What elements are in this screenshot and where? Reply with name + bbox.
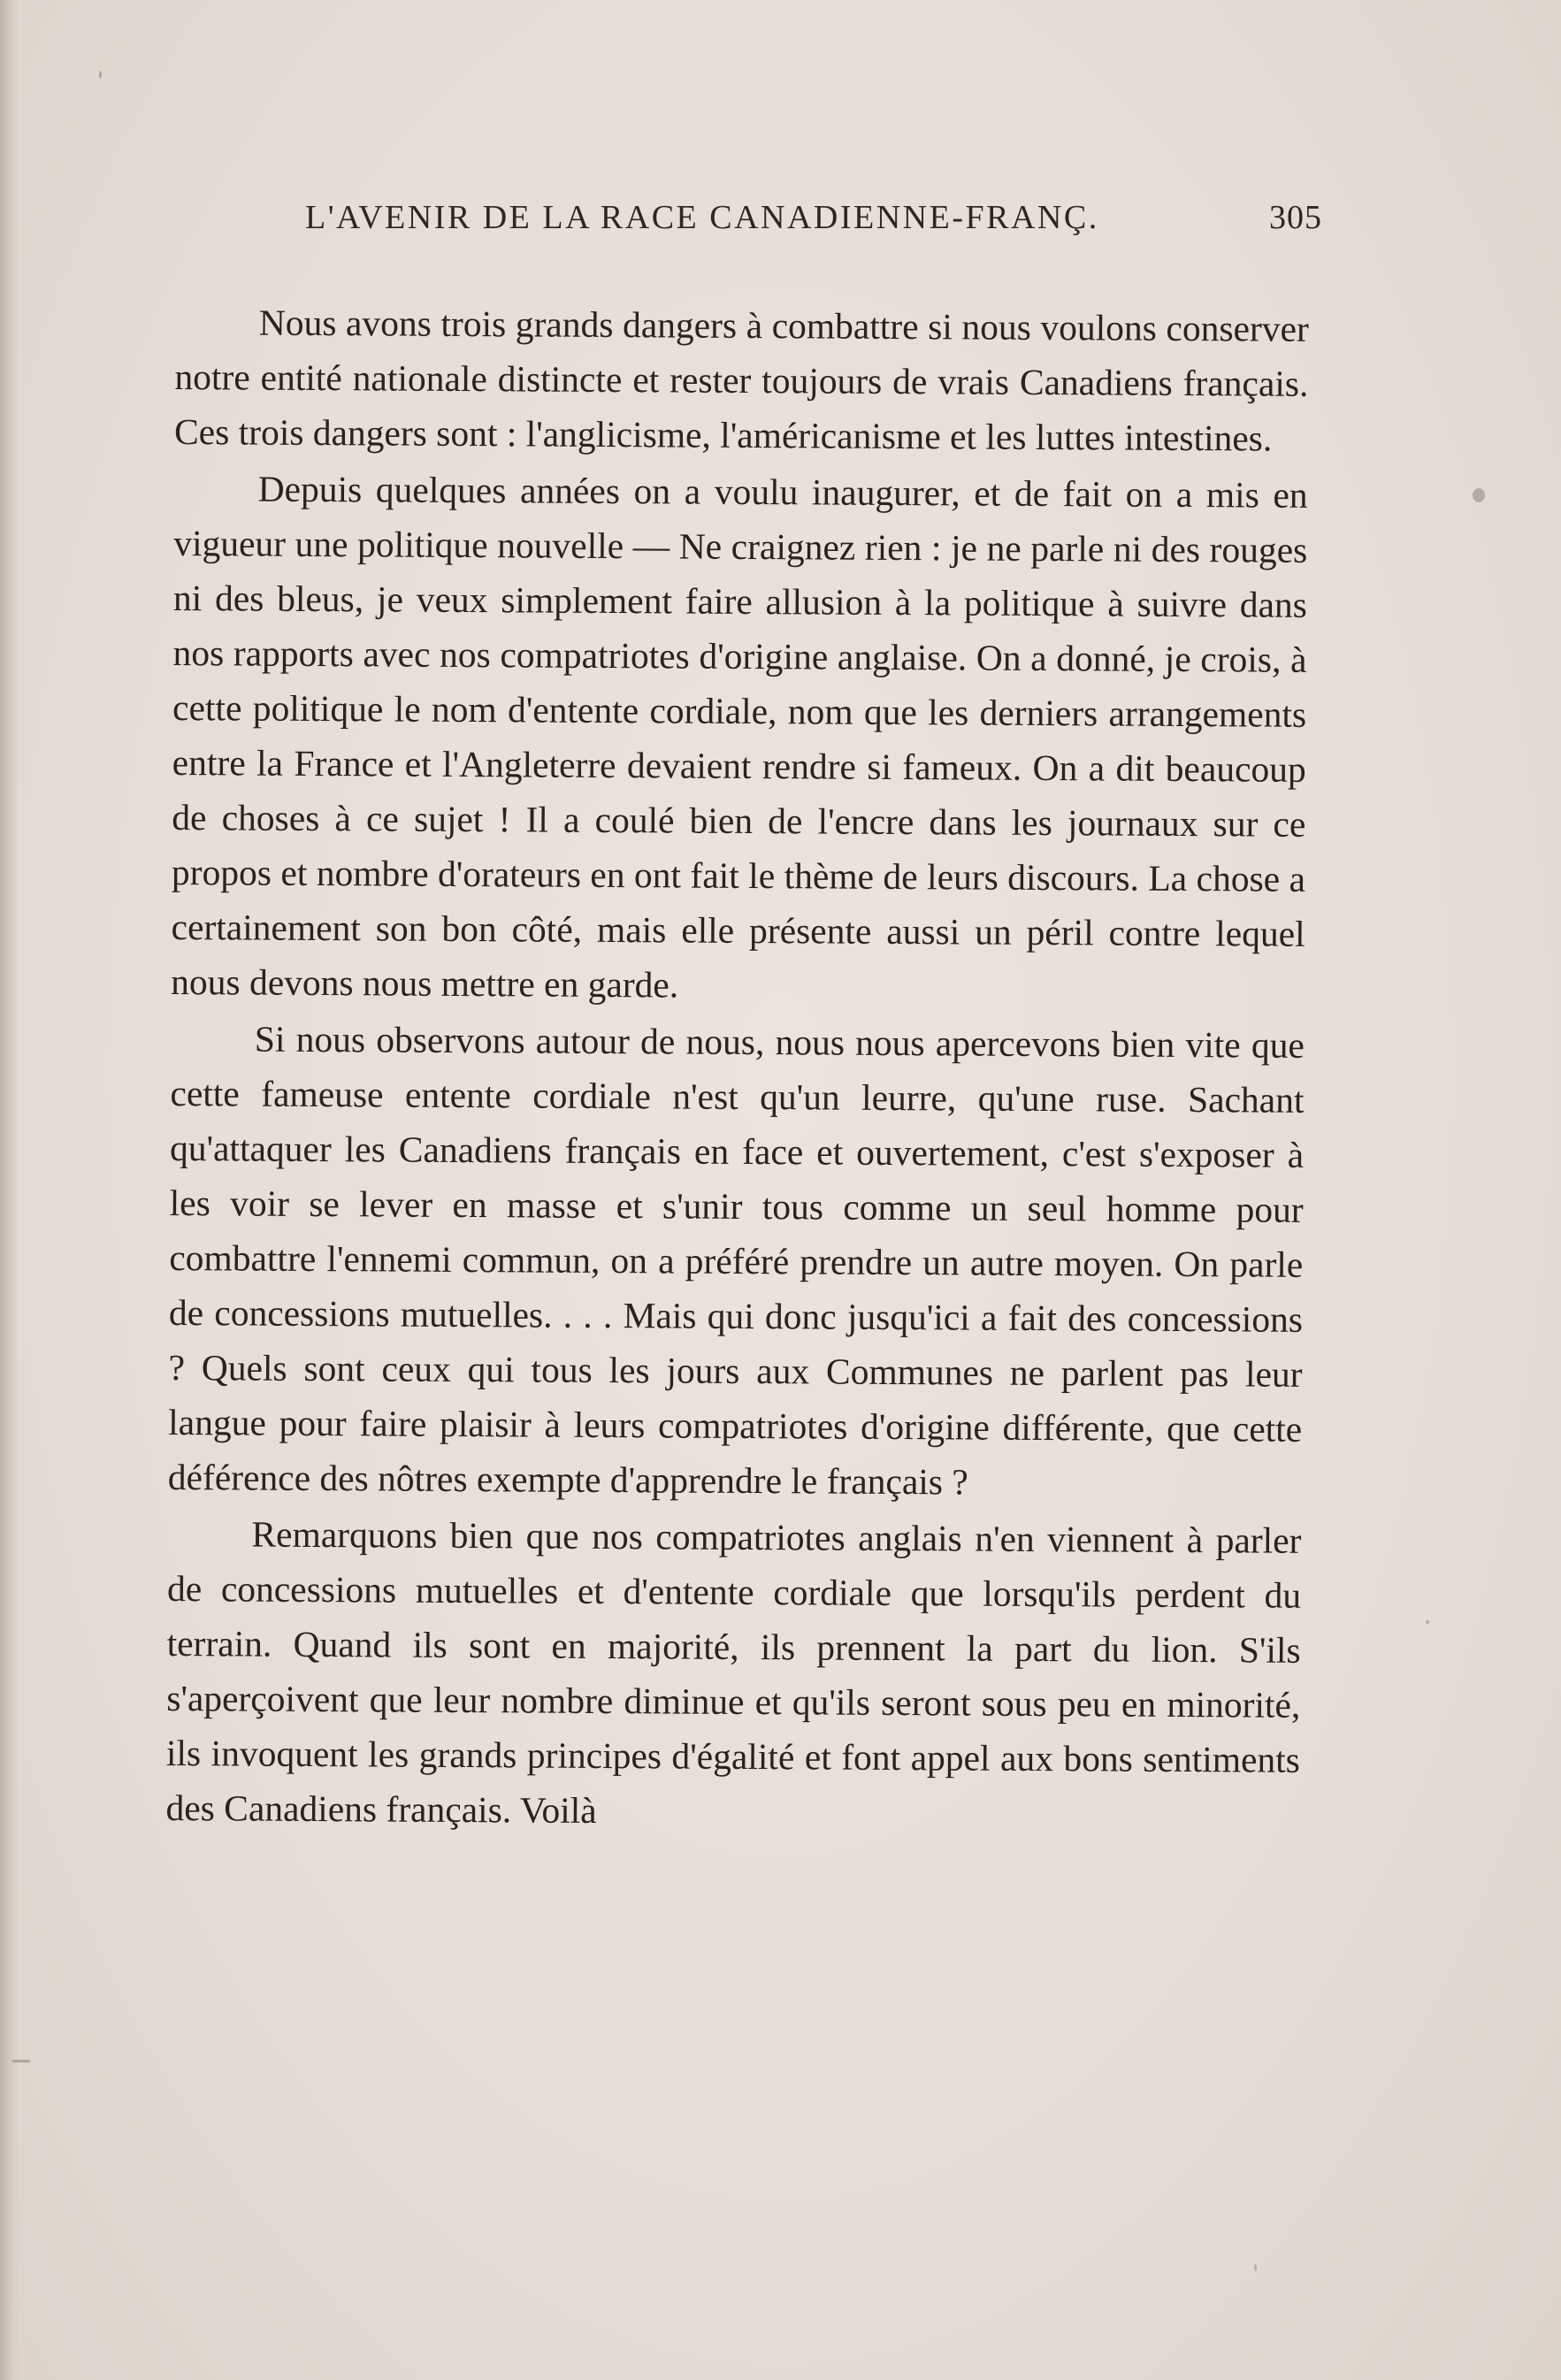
paper-speck bbox=[99, 71, 102, 79]
running-head bbox=[305, 198, 1322, 251]
paper-speck bbox=[12, 2060, 30, 2062]
paper-speck bbox=[1426, 1620, 1429, 1624]
paper-speck bbox=[1254, 2264, 1257, 2271]
paragraph-2: Depuis quelques années on a voulu inaugurer, et de fait on a mis en vigueur une politique nouvelle — Ne craignez rien : je ne parle ni des rouges ni des bleus, je veux simplement faire allusion à la politique à suivre dans nos rapports avec nos compatriotes d'origine anglaise. On a donné, je crois, à cette politique le nom d'entente cordiale, nom que les derniers arrangements entre la France et l'Angleterre devaient rendre si fameux. On a dit beaucoup de choses à ce sujet ! Il a coulé bien de l'encre dans les journaux sur ce propos et nombre d'orateurs en ont fait le thème de leurs discours. La chose a certainement son bon côté, mais elle présente aussi un péril contre lequel nous devons nous mettre en garde. bbox=[171, 468, 1308, 1006]
paper-speck bbox=[1473, 488, 1485, 502]
body-text bbox=[165, 295, 1309, 1844]
paragraph-3: Si nous observons autour de nous, nous nous apercevons bien vite que cette fameuse entente cordiale n'est qu'un leurre, qu'une ruse. Sachant qu'attaquer les Canadiens français en face et ouvertement, c'est s'exposer à les voir se lever en masse et s'unir tous comme un seul homme pour combattre l'ennemi commun, on a préféré prendre un autre moyen. On parle de concessions mutuelles. . . . Mais qui donc jusqu'ici a fait des concessions ? Quels sont ceux qui tous les jours aux Communes ne parlent pas leur langue pour faire plaisir à leurs compatriotes d'origine différente, que cette déférence des nôtres exempte d'apprendre le français ? bbox=[167, 1018, 1305, 1503]
paragraph-4: Remarquons bien que nos compatriotes anglais n'en viennent à parler de concessions mutuelles et d'entente cordiale que lorsqu'ils perdent du terrain. Quand ils sont en majorité, ils prennent la part du lion. S'ils s'aperçoivent que leur nombre diminue et qu'ils seront sous peu en minorité, ils invoquent les grands principes d'égalité et font appel aux bons sentiments des Canadiens français. Voilà bbox=[165, 1513, 1302, 1831]
binding-edge bbox=[0, 0, 19, 2380]
page-number: 305 bbox=[1269, 199, 1322, 236]
paragraph-1: Nous avons trois grands dangers à combattre si nous voulons conserver notre entité nationale distincte et rester toujours de vrais Canadiens français. Ces trois dangers sont : l'anglicisme, l'américanisme et les luttes intestines. bbox=[173, 302, 1309, 459]
running-title: L'AVENIR DE LA RACE CANADIENNE-FRANÇ. bbox=[305, 199, 1099, 236]
